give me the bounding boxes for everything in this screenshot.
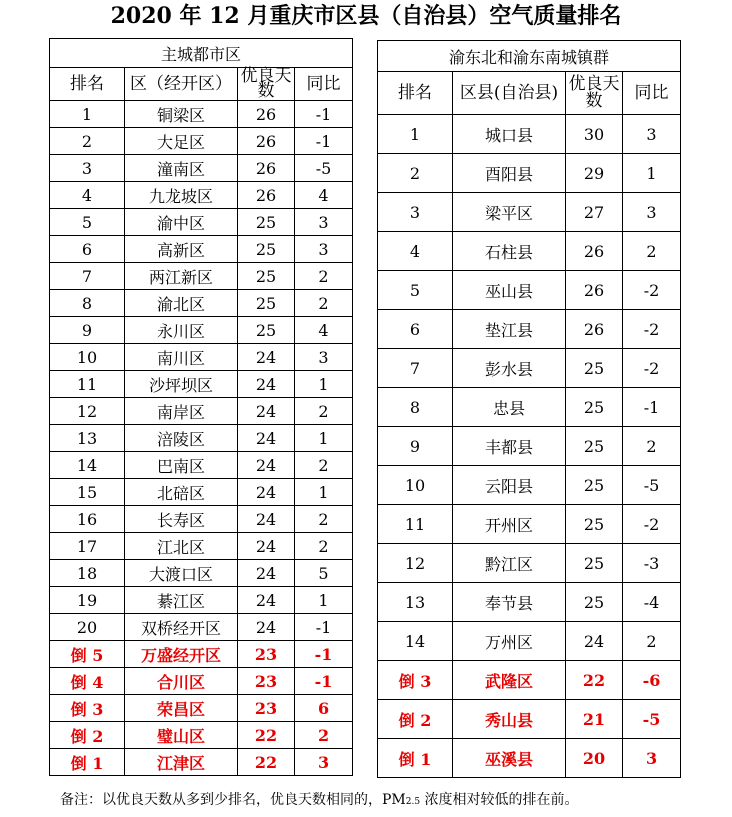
header-rank: 排名 <box>50 68 125 101</box>
table-row <box>50 668 353 695</box>
page-title: 2020 年 12 月重庆市区县（自治县）空气质量排名 <box>110 3 622 29</box>
table-body <box>50 101 353 776</box>
rank-cell: 4 <box>50 182 125 209</box>
good-days-cell: 23 <box>238 641 295 668</box>
yoy-cell: -3 <box>623 544 681 583</box>
yoy-cell: 3 <box>623 115 681 154</box>
name-cell: 开州区 <box>453 505 566 544</box>
rank-cell: 14 <box>50 452 125 479</box>
yoy-cell: 1 <box>295 587 353 614</box>
rank-cell: 1 <box>50 101 125 128</box>
name-cell: 潼南区 <box>125 155 238 182</box>
yoy-cell: -5 <box>295 155 353 182</box>
yoy-cell: 3 <box>623 193 681 232</box>
rank-cell: 7 <box>50 263 125 290</box>
yoy-cell: 3 <box>623 739 681 778</box>
rank-cell: 倒 4 <box>50 668 125 695</box>
rank-cell: 12 <box>378 544 453 583</box>
table-row <box>378 622 681 661</box>
rank-cell: 5 <box>50 209 125 236</box>
name-cell: 奉节县 <box>453 583 566 622</box>
name-cell: 丰都县 <box>453 427 566 466</box>
table-row <box>50 101 353 128</box>
yoy-cell: -6 <box>623 661 681 700</box>
good-days-cell: 25 <box>566 349 623 388</box>
rank-cell: 10 <box>378 466 453 505</box>
table-row <box>50 317 353 344</box>
name-cell: 江北区 <box>125 533 238 560</box>
table-body <box>378 115 681 778</box>
name-cell: 酉阳县 <box>453 154 566 193</box>
good-days-cell: 22 <box>238 722 295 749</box>
good-days-cell: 26 <box>566 232 623 271</box>
good-days-cell: 24 <box>238 425 295 452</box>
rank-cell: 倒 1 <box>378 739 453 778</box>
name-cell: 巴南区 <box>125 452 238 479</box>
main-city-table <box>49 38 353 776</box>
yoy-cell: 2 <box>623 622 681 661</box>
rank-cell: 6 <box>50 236 125 263</box>
name-cell: 双桥经开区 <box>125 614 238 641</box>
name-cell: 荣昌区 <box>125 695 238 722</box>
rank-cell: 倒 5 <box>50 641 125 668</box>
yoy-cell: -1 <box>295 101 353 128</box>
name-cell: 垫江县 <box>453 310 566 349</box>
yoy-cell: -4 <box>623 583 681 622</box>
good-days-cell: 30 <box>566 115 623 154</box>
name-cell: 梁平区 <box>453 193 566 232</box>
table-row <box>50 398 353 425</box>
yoy-cell: 2 <box>295 506 353 533</box>
good-days-cell: 20 <box>566 739 623 778</box>
good-days-cell: 24 <box>238 587 295 614</box>
rank-cell: 7 <box>378 349 453 388</box>
yoy-cell: 3 <box>295 344 353 371</box>
rank-cell: 16 <box>50 506 125 533</box>
rank-cell: 15 <box>50 479 125 506</box>
good-days-cell: 24 <box>238 371 295 398</box>
footnote-subscript: 2.5 <box>405 797 421 807</box>
table-row <box>50 263 353 290</box>
good-days-cell: 26 <box>238 128 295 155</box>
yoy-cell: 5 <box>295 560 353 587</box>
rank-cell: 20 <box>50 614 125 641</box>
table-row <box>378 583 681 622</box>
name-cell: 南川区 <box>125 344 238 371</box>
yoy-cell: 3 <box>295 749 353 776</box>
table-row <box>50 641 353 668</box>
footnote-text-end: 浓度相对较低的排在前。 <box>420 792 579 808</box>
name-cell: 武隆区 <box>453 661 566 700</box>
yoy-cell: 3 <box>295 209 353 236</box>
header-good-days: 优良天数 <box>238 68 295 101</box>
good-days-cell: 25 <box>566 583 623 622</box>
yoy-cell: 4 <box>295 182 353 209</box>
yoy-cell: -1 <box>623 388 681 427</box>
good-days-cell: 26 <box>566 271 623 310</box>
rank-cell: 5 <box>378 271 453 310</box>
name-cell: 大渡口区 <box>125 560 238 587</box>
table-row <box>50 236 353 263</box>
name-cell: 南岸区 <box>125 398 238 425</box>
name-cell: 綦江区 <box>125 587 238 614</box>
name-cell: 大足区 <box>125 128 238 155</box>
name-cell: 高新区 <box>125 236 238 263</box>
rank-cell: 11 <box>378 505 453 544</box>
good-days-cell: 25 <box>238 317 295 344</box>
name-cell: 巫溪县 <box>453 739 566 778</box>
good-days-cell: 22 <box>566 661 623 700</box>
table-row <box>378 193 681 232</box>
name-cell: 秀山县 <box>453 700 566 739</box>
yoy-cell: 4 <box>295 317 353 344</box>
name-cell: 石柱县 <box>453 232 566 271</box>
yoy-cell: 1 <box>623 154 681 193</box>
name-cell: 九龙坡区 <box>125 182 238 209</box>
name-cell: 永川区 <box>125 317 238 344</box>
table-row <box>50 614 353 641</box>
header-yoy: 同比 <box>623 72 681 115</box>
group-label: 主城都市区 <box>50 39 353 68</box>
good-days-cell: 26 <box>238 101 295 128</box>
table-row <box>50 452 353 479</box>
good-days-cell: 25 <box>238 209 295 236</box>
good-days-cell: 24 <box>238 344 295 371</box>
rank-cell: 1 <box>378 115 453 154</box>
yoy-cell: -2 <box>623 310 681 349</box>
table-row <box>378 544 681 583</box>
rank-cell: 11 <box>50 371 125 398</box>
header-yoy: 同比 <box>295 68 353 101</box>
good-days-cell: 27 <box>566 193 623 232</box>
good-days-cell: 24 <box>238 533 295 560</box>
rank-cell: 12 <box>50 398 125 425</box>
yoy-cell: 2 <box>295 398 353 425</box>
rank-cell: 17 <box>50 533 125 560</box>
rank-cell: 3 <box>378 193 453 232</box>
rank-cell: 6 <box>378 310 453 349</box>
table-row <box>378 349 681 388</box>
ne-se-table <box>377 40 681 778</box>
name-cell: 渝中区 <box>125 209 238 236</box>
table-row <box>50 128 353 155</box>
yoy-cell: -1 <box>295 668 353 695</box>
good-days-cell: 22 <box>238 749 295 776</box>
yoy-cell: -2 <box>623 271 681 310</box>
table-row <box>50 344 353 371</box>
table-row <box>50 479 353 506</box>
name-cell: 城口县 <box>453 115 566 154</box>
yoy-cell: 2 <box>295 290 353 317</box>
table-row <box>378 700 681 739</box>
name-cell: 江津区 <box>125 749 238 776</box>
rank-cell: 倒 3 <box>50 695 125 722</box>
yoy-cell: 2 <box>623 427 681 466</box>
name-cell: 云阳县 <box>453 466 566 505</box>
name-cell: 万盛经开区 <box>125 641 238 668</box>
footnote-text: 备注：以优良天数从多到少排名，优良天数相同的，PM <box>60 792 406 808</box>
table-row <box>50 155 353 182</box>
header-rank: 排名 <box>378 72 453 115</box>
yoy-cell: 2 <box>295 452 353 479</box>
yoy-cell: 6 <box>295 695 353 722</box>
good-days-cell: 25 <box>566 427 623 466</box>
yoy-cell: 2 <box>623 232 681 271</box>
yoy-cell: -5 <box>623 466 681 505</box>
rank-cell: 10 <box>50 344 125 371</box>
good-days-cell: 25 <box>566 544 623 583</box>
table-row <box>50 425 353 452</box>
name-cell: 璧山区 <box>125 722 238 749</box>
yoy-cell: -1 <box>295 614 353 641</box>
table-row <box>378 466 681 505</box>
name-cell: 彭水县 <box>453 349 566 388</box>
name-cell: 铜梁区 <box>125 101 238 128</box>
rank-cell: 4 <box>378 232 453 271</box>
good-days-cell: 25 <box>238 263 295 290</box>
rank-cell: 8 <box>50 290 125 317</box>
table-row <box>50 587 353 614</box>
table-row <box>378 271 681 310</box>
good-days-cell: 24 <box>238 452 295 479</box>
rank-cell: 18 <box>50 560 125 587</box>
yoy-cell: 3 <box>295 236 353 263</box>
name-cell: 涪陵区 <box>125 425 238 452</box>
rank-cell: 倒 2 <box>378 700 453 739</box>
name-cell: 沙坪坝区 <box>125 371 238 398</box>
good-days-cell: 25 <box>238 236 295 263</box>
table-row <box>50 506 353 533</box>
table-row <box>50 560 353 587</box>
rank-cell: 2 <box>50 128 125 155</box>
good-days-cell: 26 <box>566 310 623 349</box>
table-row <box>50 290 353 317</box>
yoy-cell: 1 <box>295 371 353 398</box>
table-row <box>378 739 681 778</box>
table-row <box>50 371 353 398</box>
rank-cell: 13 <box>50 425 125 452</box>
table-row <box>50 722 353 749</box>
yoy-cell: -1 <box>295 128 353 155</box>
good-days-cell: 29 <box>566 154 623 193</box>
yoy-cell: -5 <box>623 700 681 739</box>
good-days-cell: 24 <box>238 398 295 425</box>
good-days-cell: 25 <box>566 466 623 505</box>
table-row <box>378 115 681 154</box>
yoy-cell: 2 <box>295 533 353 560</box>
name-cell: 两江新区 <box>125 263 238 290</box>
good-days-cell: 21 <box>566 700 623 739</box>
good-days-cell: 25 <box>566 505 623 544</box>
rank-cell: 3 <box>50 155 125 182</box>
footnote <box>60 790 579 812</box>
table-row <box>50 749 353 776</box>
good-days-cell: 23 <box>238 695 295 722</box>
rank-cell: 9 <box>50 317 125 344</box>
good-days-cell: 24 <box>566 622 623 661</box>
table-row <box>378 310 681 349</box>
name-cell: 万州区 <box>453 622 566 661</box>
yoy-cell: -2 <box>623 505 681 544</box>
name-cell: 巫山县 <box>453 271 566 310</box>
table-row <box>378 232 681 271</box>
table-row <box>378 388 681 427</box>
rank-cell: 倒 1 <box>50 749 125 776</box>
good-days-cell: 24 <box>238 506 295 533</box>
rank-cell: 2 <box>378 154 453 193</box>
rank-cell: 8 <box>378 388 453 427</box>
yoy-cell: 1 <box>295 425 353 452</box>
yoy-cell: 2 <box>295 722 353 749</box>
table-row <box>378 505 681 544</box>
name-cell: 长寿区 <box>125 506 238 533</box>
table-row <box>378 661 681 700</box>
good-days-cell: 25 <box>566 388 623 427</box>
good-days-cell: 23 <box>238 668 295 695</box>
rank-cell: 14 <box>378 622 453 661</box>
rank-cell: 9 <box>378 427 453 466</box>
good-days-cell: 26 <box>238 182 295 209</box>
rank-cell: 13 <box>378 583 453 622</box>
good-days-cell: 24 <box>238 614 295 641</box>
good-days-cell: 24 <box>238 479 295 506</box>
name-cell: 忠县 <box>453 388 566 427</box>
table-row <box>50 695 353 722</box>
table-row <box>50 182 353 209</box>
yoy-cell: 1 <box>295 479 353 506</box>
rank-cell: 倒 2 <box>50 722 125 749</box>
good-days-cell: 25 <box>238 290 295 317</box>
rank-cell: 倒 3 <box>378 661 453 700</box>
table-row <box>50 209 353 236</box>
good-days-cell: 24 <box>238 560 295 587</box>
rank-cell: 19 <box>50 587 125 614</box>
name-cell: 黔江区 <box>453 544 566 583</box>
name-cell: 北碚区 <box>125 479 238 506</box>
good-days-cell: 26 <box>238 155 295 182</box>
yoy-cell: 2 <box>295 263 353 290</box>
name-cell: 合川区 <box>125 668 238 695</box>
name-cell: 渝北区 <box>125 290 238 317</box>
table-row <box>378 427 681 466</box>
header-county: 区县(自治县) <box>453 72 566 115</box>
table-row <box>50 533 353 560</box>
header-district: 区（经开区） <box>125 68 238 101</box>
yoy-cell: -2 <box>623 349 681 388</box>
group-label: 渝东北和渝东南城镇群 <box>378 41 681 72</box>
yoy-cell: -1 <box>295 641 353 668</box>
header-good-days: 优良天数 <box>566 72 623 115</box>
table-row <box>378 154 681 193</box>
